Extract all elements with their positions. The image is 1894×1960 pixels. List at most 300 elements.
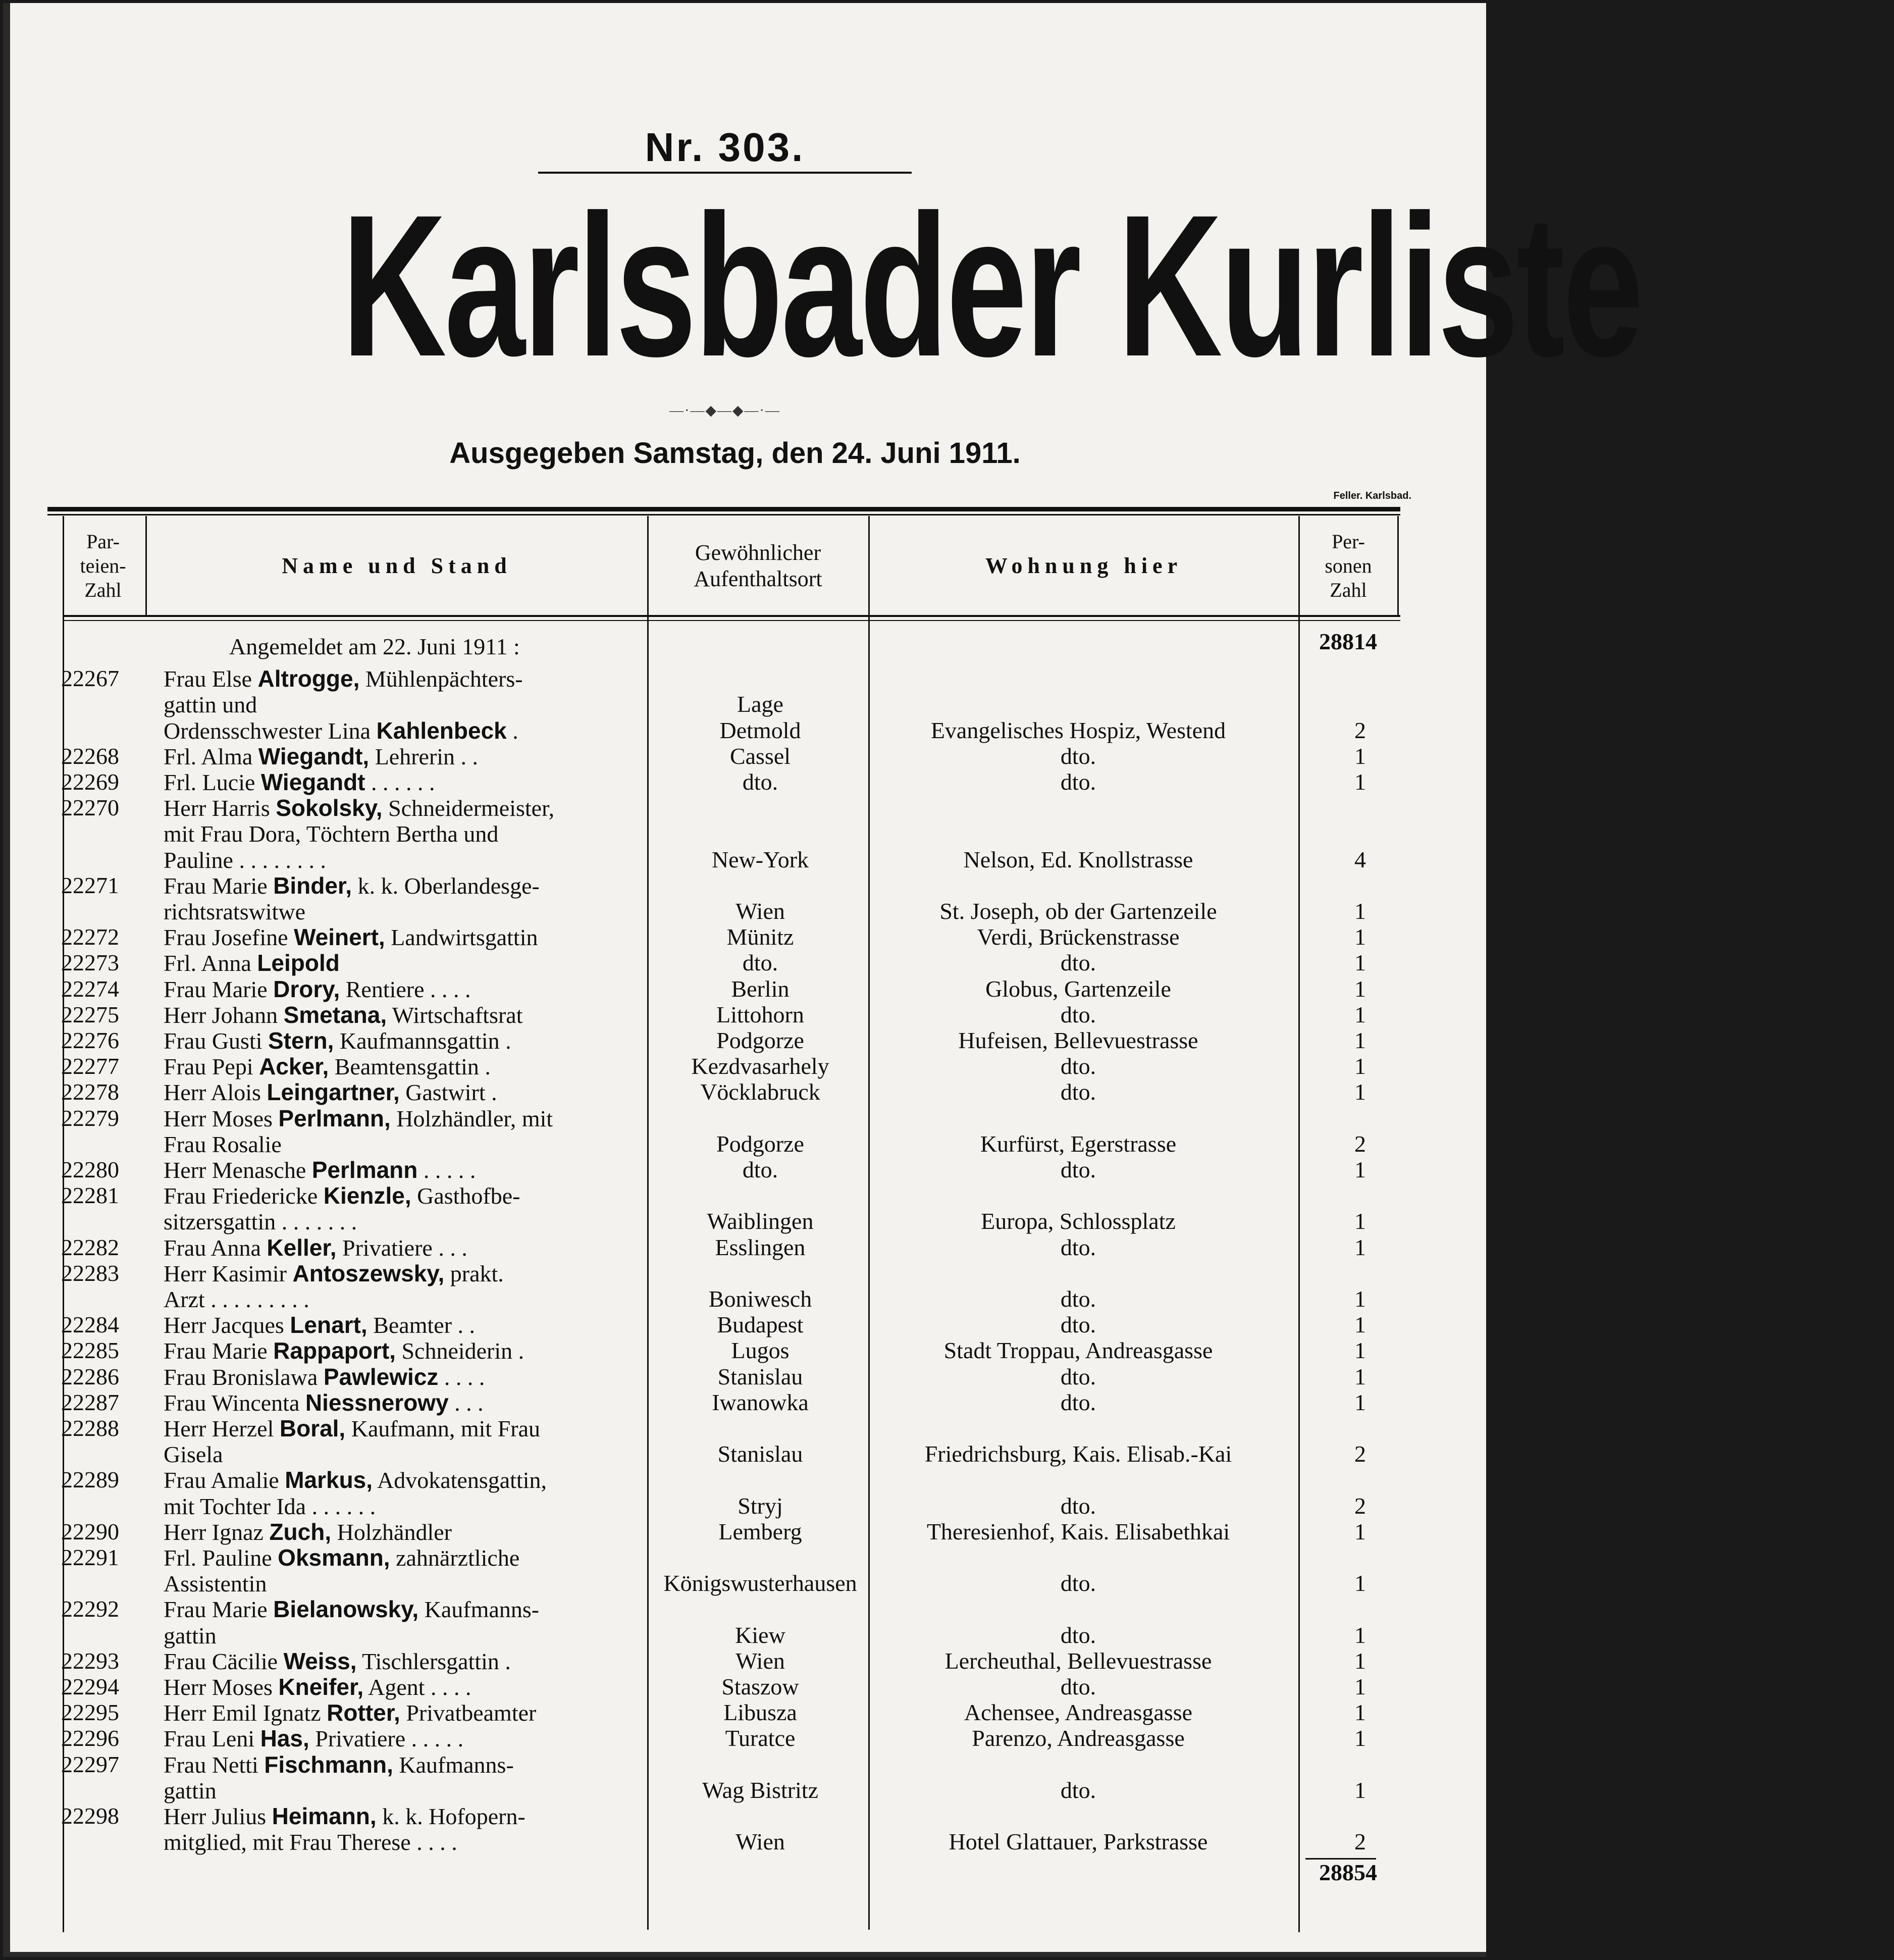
entry-lodging: Evangelisches Hospiz, Westend [930, 717, 1226, 743]
entry-number: 22268 [61, 743, 119, 769]
surname: Boral, [279, 1415, 346, 1441]
entry-name-line [164, 1467, 643, 1492]
name-prefix: Frl. Alma [164, 743, 258, 769]
entry-persons: 1 [1354, 1674, 1366, 1699]
entry-lodging: dto. [1060, 1286, 1096, 1312]
col-line-ort [868, 516, 870, 1930]
name-prefix: Frau Netti [164, 1751, 265, 1778]
entry-persons: 1 [1354, 1001, 1366, 1027]
header-name [147, 521, 647, 611]
name-prefix: Frau Rosalie [164, 1131, 282, 1157]
entry-lodging: dto. [1060, 1777, 1096, 1803]
running-total: 28854 [1319, 1860, 1377, 1886]
printer-imprint: Feller. Karlsbad. [1333, 490, 1411, 501]
name-prefix: Ordensschwester Lina [164, 717, 377, 744]
entry-name-line [164, 1441, 643, 1467]
entry-number: 22295 [61, 1699, 119, 1726]
entry-residence: Wien [735, 898, 785, 924]
entry-name-line [164, 1079, 643, 1105]
entry-persons: 1 [1354, 1363, 1366, 1389]
entry-number: 22267 [61, 665, 119, 692]
name-prefix: Frau Bronislawa [164, 1364, 324, 1390]
surname: Leingartner, [267, 1079, 400, 1106]
entry-lodging: Theresienhof, Kais. Elisabethkai [926, 1518, 1230, 1544]
entry-name-line [164, 1235, 643, 1260]
entry-name-line [164, 1648, 643, 1674]
entry-number: 22291 [61, 1544, 119, 1570]
name-prefix: sitzersgattin . . . . . . . [164, 1209, 357, 1235]
entry-number: 22270 [61, 795, 119, 821]
name-suffix: Kaufmann, mit Frau [345, 1416, 541, 1441]
entry-residence: Berlin [731, 975, 790, 1002]
surname: Sokolsky, [276, 795, 383, 821]
entry-persons: 1 [1354, 1312, 1366, 1338]
name-suffix: Kaufmanns- [393, 1751, 514, 1778]
entry-number: 22277 [61, 1053, 119, 1079]
entry-lodging: dto. [1060, 1492, 1096, 1519]
entry-persons: 1 [1354, 950, 1366, 976]
surname: Fischmann, [264, 1751, 393, 1778]
name-suffix: k. k. Oberlandesge- [352, 872, 540, 899]
entry-persons: 1 [1354, 1725, 1366, 1751]
entry-lodging: Friedrichsburg, Kais. Elisab.-Kai [924, 1441, 1232, 1467]
entry-persons: 1 [1354, 1777, 1366, 1803]
entry-residence: Podgorze [716, 1027, 804, 1053]
name-prefix: Frau Marie [164, 1596, 274, 1623]
name-prefix: Frau Gusti [164, 1028, 268, 1054]
entry-number: 22292 [61, 1596, 119, 1622]
surname: Weiss, [283, 1647, 357, 1674]
entry-name-line [164, 1002, 643, 1027]
col-line-wohnung [1298, 516, 1300, 1932]
name-suffix: Gastwirt . [399, 1079, 497, 1106]
entry-name-line [164, 1183, 643, 1208]
entry-number: 22273 [61, 950, 119, 976]
entry-residence: Münitz [726, 924, 794, 950]
name-suffix: . . . [448, 1389, 484, 1416]
entry-name-line [164, 692, 643, 717]
surname: Drory, [273, 975, 340, 1002]
surname: Kahlenbeck [376, 717, 507, 744]
entry-residence: dto. [742, 950, 778, 976]
name-suffix: Privatiere . . . . . [309, 1726, 464, 1752]
surname: Lenart, [290, 1312, 367, 1338]
name-prefix: Frl. Lucie [164, 769, 261, 795]
entry-lodging: Lercheuthal, Bellevuestrasse [944, 1647, 1212, 1674]
entry-residence: Turatce [725, 1725, 796, 1751]
entry-number: 22296 [61, 1725, 119, 1751]
surname: Pawlewicz [323, 1363, 439, 1390]
entry-lodging: Verdi, Brückenstrasse [977, 924, 1180, 950]
ornament-divider: —·—◆—◆—·— [669, 403, 780, 419]
name-suffix: . [506, 717, 518, 744]
name-prefix: gattin [164, 1777, 217, 1803]
entry-name-line [164, 1054, 643, 1079]
col-line-right [1397, 516, 1399, 617]
entry-lodging: Stadt Troppau, Andreasgasse [943, 1337, 1213, 1364]
entry-persons: 1 [1354, 1518, 1366, 1544]
entry-name-line [164, 1803, 643, 1829]
entry-persons: 1 [1354, 743, 1366, 769]
name-suffix: Schneidermeister, [382, 795, 555, 821]
surname: Oksmann, [278, 1544, 390, 1571]
surname: Bielanowsky, [273, 1596, 419, 1623]
entry-persons: 1 [1354, 1208, 1366, 1234]
entry-name-line [164, 1700, 643, 1725]
entry-name-line [164, 1209, 643, 1234]
entry-lodging: Parenzo, Andreasgasse [972, 1725, 1185, 1751]
entry-lodging: dto. [1060, 1053, 1096, 1079]
name-suffix: Kaufmanns- [418, 1596, 540, 1623]
entry-name-line [164, 950, 643, 975]
surname: Binder, [273, 872, 352, 899]
entry-name-line [164, 666, 643, 691]
carry-over-total: 28814 [1319, 629, 1377, 654]
entry-residence: Lugos [731, 1337, 790, 1364]
entry-persons: 1 [1354, 1286, 1366, 1312]
name-prefix: Herr Kasimir [164, 1260, 293, 1286]
surname: Rappaport, [273, 1337, 396, 1364]
entry-number: 22279 [61, 1105, 119, 1131]
name-prefix: Frau Marie [164, 872, 274, 899]
name-prefix: Assistentin [164, 1571, 267, 1597]
name-prefix: Arzt . . . . . . . . . [164, 1286, 309, 1312]
masthead-title [89, 170, 1642, 402]
entry-lodging: dto. [1060, 950, 1096, 976]
entry-number: 22278 [61, 1079, 119, 1105]
entry-persons: 1 [1354, 1079, 1366, 1105]
entry-persons: 1 [1354, 1699, 1366, 1726]
header-ort [648, 521, 868, 611]
entry-name-line [164, 1416, 643, 1441]
name-prefix: gattin [164, 1622, 217, 1648]
name-suffix: Landwirtsgattin [385, 924, 538, 951]
entry-name-line [164, 1028, 643, 1053]
issue-number: Nr. 303. [645, 125, 805, 170]
name-prefix: Herr Emil Ignatz [164, 1700, 327, 1726]
entry-lodging: dto. [1060, 743, 1096, 769]
surname: Smetana, [283, 1001, 387, 1028]
entry-lodging: dto. [1060, 1363, 1096, 1389]
entry-lodging: Globus, Gartenzeile [985, 975, 1171, 1002]
header-personen-text: Per- sonen Zahl [1325, 530, 1372, 601]
entry-number: 22269 [61, 769, 119, 795]
name-prefix: Gisela [164, 1441, 223, 1468]
name-suffix: Rentiere . . . . [340, 976, 471, 1002]
entry-residence: Podgorze [716, 1130, 804, 1157]
entry-residence: Kezdvasarhely [691, 1053, 829, 1079]
entry-residence: Staszow [721, 1674, 799, 1699]
entry-lodging: St. Joseph, ob der Gartenzeile [939, 898, 1217, 924]
name-prefix: richtsratswitwe [164, 899, 306, 924]
entry-number: 22283 [61, 1260, 119, 1286]
entry-name-line [164, 1571, 643, 1596]
entry-name-line [164, 1726, 643, 1751]
surname: Niessnerowy [305, 1389, 449, 1416]
entry-name-line [164, 1778, 643, 1803]
entry-residence: Stryj [738, 1492, 783, 1519]
entry-name-line [164, 847, 643, 872]
entry-name-line [164, 1829, 643, 1854]
entry-residence: New-York [711, 846, 809, 872]
header-wohnung [869, 521, 1298, 611]
name-prefix: mitglied, mit Frau Therese . . . . [164, 1829, 457, 1855]
header-name-text: Name und Stand [282, 553, 512, 578]
surname: Stern, [268, 1027, 334, 1054]
entry-residence: Lemberg [718, 1518, 802, 1544]
name-suffix: Holzhändler [331, 1519, 452, 1545]
name-prefix: Frau Amalie [164, 1467, 285, 1493]
surname: Kneifer, [278, 1674, 364, 1700]
name-suffix: Schneiderin . [395, 1338, 524, 1364]
entry-number: 22287 [61, 1389, 119, 1415]
entry-lodging: Nelson, Ed. Knollstrasse [963, 846, 1193, 872]
name-suffix: Kaufmannsgattin . [334, 1028, 511, 1054]
entry-name-line [164, 1312, 643, 1337]
entry-residence: Lage [737, 691, 783, 717]
entry-name-line [164, 1545, 643, 1570]
surname: Antoszewsky, [292, 1260, 445, 1286]
entry-persons: 1 [1354, 1389, 1366, 1415]
name-prefix: Herr Ignaz [164, 1519, 270, 1545]
entry-name-line [164, 1519, 643, 1544]
entry-name-line [164, 924, 643, 950]
newspaper-page [3, 3, 1642, 1957]
entry-number: 22275 [61, 1001, 119, 1027]
entry-lodging: Achensee, Andreasgasse [964, 1699, 1193, 1726]
entry-residence: Vöcklabruck [700, 1079, 820, 1105]
entry-persons: 1 [1354, 769, 1366, 795]
entry-name-line [164, 1157, 643, 1182]
entry-persons: 2 [1354, 1492, 1366, 1519]
col-line-name [647, 516, 649, 1930]
surname: Zuch, [269, 1518, 332, 1545]
entry-persons: 2 [1354, 717, 1366, 743]
entry-name-line [164, 899, 643, 924]
name-prefix: Frau Pepi [164, 1054, 259, 1080]
entry-number: 22298 [61, 1803, 119, 1829]
name-prefix: Frau Anna [164, 1234, 267, 1261]
entry-lodging: Kurfürst, Egerstrasse [980, 1130, 1177, 1157]
entry-lodging: dto. [1060, 1570, 1096, 1596]
entry-number: 22282 [61, 1234, 119, 1260]
name-prefix: Frl. Pauline [164, 1545, 278, 1571]
entry-persons: 1 [1354, 1157, 1366, 1182]
entry-name-line [164, 1364, 643, 1389]
table-top-rule-thin [47, 514, 1400, 515]
entry-persons: 1 [1354, 1622, 1366, 1648]
name-suffix: Holzhändler, mit [390, 1105, 553, 1131]
surname: Has, [260, 1725, 309, 1752]
col-line-nr [145, 516, 147, 617]
name-prefix: Herr Johann [164, 1002, 284, 1028]
entry-lodging: dto. [1060, 1157, 1096, 1182]
entry-name-line [164, 718, 643, 743]
entry-residence: Kiew [735, 1622, 785, 1648]
surname: Perlmann, [278, 1105, 391, 1131]
issue-date: Ausgegeben Samstag, den 24. Juni 1911. [449, 437, 1021, 470]
name-suffix: Beamtensgattin . [329, 1054, 491, 1080]
surname: Wiegandt [260, 769, 365, 795]
name-prefix: Frau Marie [164, 1338, 274, 1364]
entry-lodging: dto. [1060, 1674, 1096, 1699]
entry-name-line [164, 1286, 643, 1312]
entry-lodging: dto. [1060, 1389, 1096, 1415]
entry-residence: Boniwesch [708, 1286, 812, 1312]
name-suffix: Privatiere . . . [336, 1234, 467, 1261]
name-suffix: zahnärztliche [390, 1545, 520, 1571]
surname: Keller, [267, 1234, 337, 1261]
entry-residence: dto. [742, 1157, 778, 1182]
entry-name-line [164, 1674, 643, 1699]
name-prefix: Herr Herzel [164, 1416, 280, 1441]
name-prefix: mit Tochter Ida . . . . . . [164, 1493, 376, 1519]
masthead-title-text: Karlsbader Kurliste [341, 173, 1642, 398]
entry-name-line [164, 1390, 643, 1415]
entry-persons: 2 [1354, 1829, 1366, 1855]
name-suffix: Agent . . . . [363, 1674, 471, 1700]
entry-number: 22281 [61, 1182, 119, 1209]
entry-persons: 1 [1354, 1234, 1366, 1260]
name-prefix: Herr Moses [164, 1105, 279, 1131]
entry-persons: 1 [1354, 1053, 1366, 1079]
name-prefix: Frau Josefine [164, 924, 294, 951]
entry-name-line [164, 1261, 643, 1286]
surname: Perlmann [311, 1157, 418, 1183]
name-prefix: Frau Wincenta [164, 1389, 305, 1416]
header-bottom-rule [63, 615, 1400, 617]
name-suffix: Beamter . . [367, 1312, 476, 1338]
entry-name-line [164, 744, 643, 769]
entry-lodging: Hotel Glattauer, Parkstrasse [949, 1829, 1208, 1855]
entry-residence: Wien [735, 1829, 785, 1855]
name-prefix: Herr Harris [164, 795, 276, 821]
header-wohnung-text: Wohnung hier [985, 553, 1183, 578]
entry-number: 22272 [61, 924, 119, 950]
name-prefix: Herr Alois [164, 1079, 267, 1106]
entry-residence: Iwanowka [712, 1389, 809, 1415]
entry-name-line [164, 873, 643, 898]
entry-number: 22280 [61, 1157, 119, 1182]
entry-residence: Wien [735, 1647, 785, 1674]
entry-residence: dto. [742, 769, 778, 795]
entry-residence: Detmold [719, 717, 801, 743]
entry-number: 22271 [61, 872, 119, 898]
surname: Kienzle, [323, 1182, 411, 1209]
entry-name-line [164, 1752, 643, 1777]
page-edge-shadow [3, 3, 10, 1957]
entry-name-line [164, 1106, 643, 1131]
entry-persons: 1 [1354, 975, 1366, 1002]
surname: Leipold [257, 950, 340, 976]
name-prefix: Herr Moses [164, 1674, 279, 1700]
entry-name-line [164, 821, 643, 846]
name-suffix: Tischlersgattin . [356, 1648, 511, 1674]
name-prefix: Frau Marie [164, 976, 274, 1002]
name-suffix: k. k. Hofopern- [376, 1803, 525, 1829]
entry-lodging: Europa, Schlossplatz [981, 1208, 1176, 1234]
name-prefix: Frau Cäcilie [164, 1648, 284, 1674]
entry-lodging: dto. [1060, 1622, 1096, 1648]
surname: Wiegandt, [258, 743, 370, 769]
name-suffix: . . . . . [417, 1157, 476, 1183]
entry-residence: Waiblingen [707, 1208, 814, 1234]
entry-name-line [164, 795, 643, 820]
entry-residence: Littohorn [716, 1001, 804, 1027]
entry-name-line [164, 769, 643, 795]
entry-residence: Esslingen [715, 1234, 806, 1260]
entry-number: 22274 [61, 975, 119, 1002]
surname: Heimann, [272, 1803, 377, 1829]
name-prefix: Pauline . . . . . . . . [164, 847, 326, 873]
table-top-rule [47, 507, 1400, 511]
entry-lodging: Hufeisen, Bellevuestrasse [958, 1027, 1198, 1053]
entry-lodging: dto. [1060, 1079, 1096, 1105]
entry-lodging: dto. [1060, 1234, 1096, 1260]
header-ort-text: Gewöhnlicher Aufenthaltsort [694, 540, 822, 591]
name-suffix: Mühlenpächters- [359, 666, 523, 692]
entry-persons: 1 [1354, 898, 1366, 924]
name-suffix: Wirtschaftsrat [387, 1002, 523, 1028]
name-suffix: . . . . [438, 1364, 485, 1390]
name-suffix: Gasthofbe- [411, 1183, 520, 1209]
entry-lodging: dto. [1060, 1312, 1096, 1338]
surname: Acker, [259, 1053, 329, 1080]
surname: Markus, [285, 1467, 373, 1493]
page-edge-shadow-bottom [3, 1952, 1486, 1957]
name-suffix: . . . . . . [365, 769, 435, 795]
surname: Weinert, [294, 924, 385, 951]
entry-name-line [164, 1596, 643, 1622]
entry-persons: 2 [1354, 1130, 1366, 1157]
name-suffix: Advokatensgattin, [373, 1467, 547, 1493]
entry-persons: 1 [1354, 1027, 1366, 1053]
name-suffix: Lehrerin . . [369, 743, 479, 769]
header-nr [63, 521, 143, 611]
entry-lodging: dto. [1060, 769, 1096, 795]
entry-number: 22294 [61, 1674, 119, 1699]
entry-number: 22290 [61, 1518, 119, 1544]
name-prefix: Frau Leni [164, 1726, 260, 1752]
entry-number: 22288 [61, 1415, 119, 1441]
header-personen [1300, 521, 1396, 611]
entry-residence: Stanislau [717, 1363, 803, 1389]
name-suffix: Privatbeamter [400, 1700, 537, 1726]
header-nr-text: Par- teien- Zahl [80, 530, 126, 601]
name-prefix: gattin und [164, 692, 257, 718]
entry-number: 22297 [61, 1751, 119, 1777]
entry-persons: 1 [1354, 1570, 1366, 1596]
section-label: Angemeldet am 22. Juni 1911 : [229, 634, 520, 659]
header-bottom-rule-thin [63, 620, 1400, 621]
name-prefix: Frl. Anna [164, 950, 257, 976]
name-prefix: Herr Menasche [164, 1157, 312, 1183]
entry-persons: 1 [1354, 1647, 1366, 1674]
name-prefix: Herr Jacques [164, 1312, 290, 1338]
entry-persons: 1 [1354, 924, 1366, 950]
entry-name-line [164, 1623, 643, 1648]
name-suffix: prakt. [444, 1260, 504, 1286]
entry-persons: 2 [1354, 1441, 1366, 1467]
entry-residence: Königswusterhausen [663, 1570, 857, 1596]
entry-number: 22289 [61, 1467, 119, 1493]
entry-residence: Wag Bistritz [702, 1777, 819, 1803]
entry-name-line [164, 1131, 643, 1157]
name-prefix: mit Frau Dora, Töchtern Bertha und [164, 821, 499, 847]
entry-persons: 4 [1354, 846, 1366, 872]
entry-residence: Budapest [717, 1312, 804, 1338]
entry-residence: Stanislau [717, 1441, 803, 1467]
